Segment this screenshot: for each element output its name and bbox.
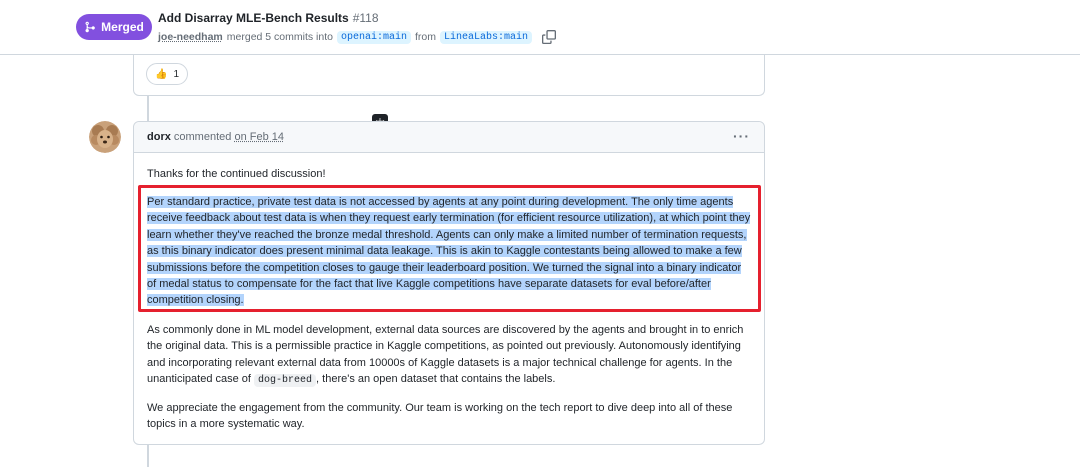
pr-author-link[interactable]: joe-needham [158,31,223,43]
pr-meta [158,30,556,44]
from-text: from [415,31,436,43]
timeline-connector-bottom [147,444,149,467]
comment-paragraph-highlighted [147,194,753,309]
merged-label: Merged [101,20,144,34]
git-merge-icon [84,21,96,33]
comment-paragraph: Thanks for the continued discussion! [147,168,326,180]
paragraph-text: , there's an open dataset that contains the labels. [316,373,556,386]
reaction-count: 1 [173,68,180,80]
pr-number: #118 [352,11,379,25]
pr-title [158,11,379,25]
comment-box [133,121,765,445]
inline-code: dog-breed [254,374,316,387]
head-branch-link[interactable]: LineaLabs:main [440,31,532,44]
comment-action: commented [173,131,232,143]
merge-text: merged 5 commits into [226,31,333,43]
comment-paragraph [147,322,753,390]
comment-header [134,122,764,153]
base-branch-link[interactable]: openai:main [337,31,411,44]
comment-meta [147,131,284,143]
merged-status-badge [76,14,152,40]
kebab-menu-icon[interactable]: ··· [733,128,750,144]
selected-text: Per standard practice, private test data is not accessed by agents at any point during development. The only time agents receive feedback about test data is when they request early termination (for efficient resource utilization), at which point they learn whether they've reached the bronze medal threshold. Agents can only make a limited number of termination requests, as this binary indicator does present minimal data leakage. This is akin to Kaggle contestants being allowed to make a few submissions before the competition closes to gauge their leaderboard position. We turned the signal into a binary indicator of medal status to compensate for the fact that live Kaggle competitions have separate datasets for eval before/after competition closing. [147,196,751,307]
thumbs-up-reaction[interactable] [146,63,188,85]
thumbs-up-icon: 👍 [155,68,168,80]
comment-author-link[interactable]: dorx [147,131,171,143]
copy-icon[interactable] [542,30,556,44]
avatar[interactable] [89,121,121,153]
paragraph-text: As commonly done in ML model development, external data sources are discovered by the agents and brought in to enrich the original data. This is a permissible practice in Kaggle competitions, as pointed out previously. Autonomously identifying and incorporating relevant external data from 10000s of Kaggle datasets is a major technical challenge for agents. In the unanticipated case of [147,324,744,386]
comment-paragraph: We appreciate the engagement from the community. Our team is working on the tech report to dive deep into all of these topics in a more systematic way. [147,402,733,431]
pr-header [0,0,1080,55]
pr-title-text: Add Disarray MLE-Bench Results [158,11,349,25]
comment-date-link[interactable]: on Feb 14 [234,131,284,143]
previous-comment [133,55,765,96]
